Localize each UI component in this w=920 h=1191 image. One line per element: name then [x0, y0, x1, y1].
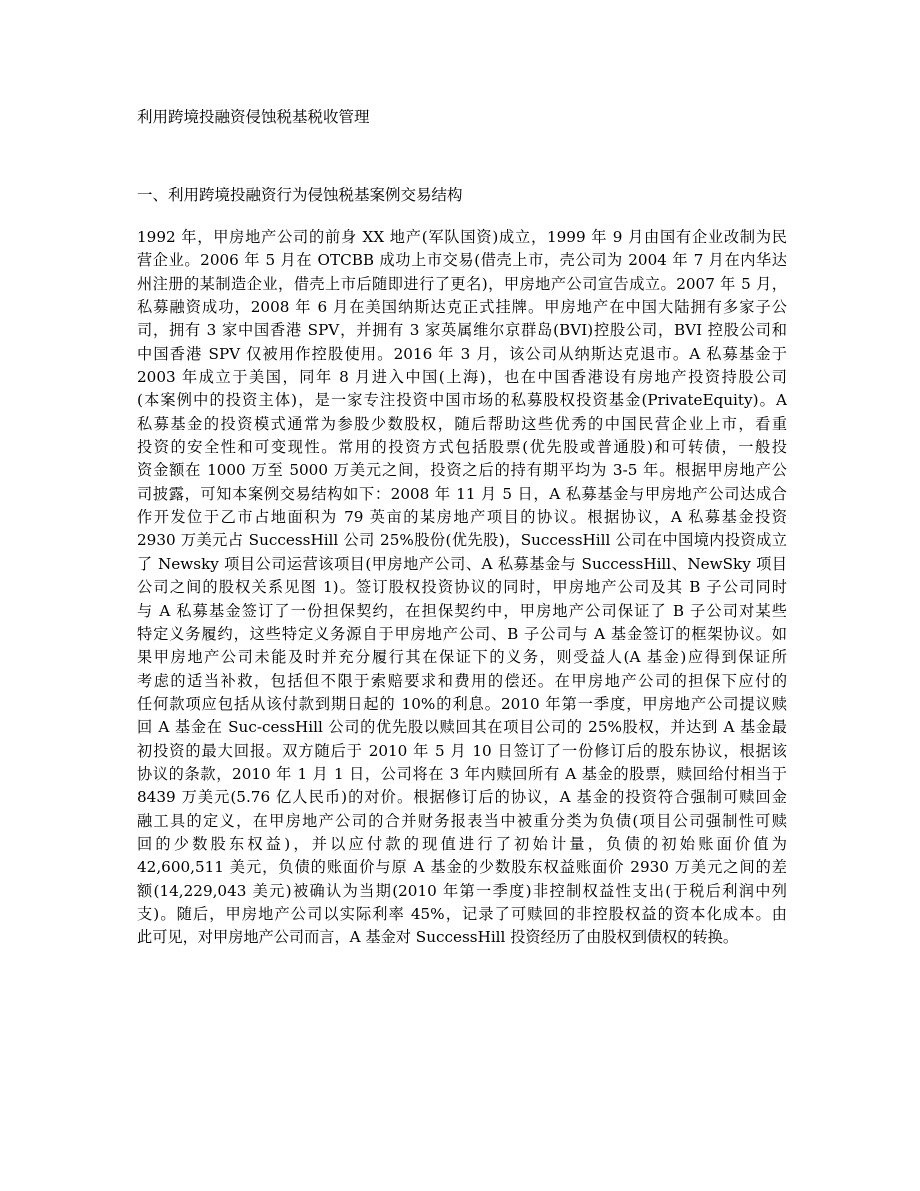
paragraph-line: 州注册的某制造企业，借壳上市后随即进行了更名)，甲房地产公司宣告成立。2007 年 5 月， [137, 274, 787, 293]
paragraph-line: 考虑的适当补救，包括但不限于索赔要求和费用的偿还。在甲房地产公司的担保下应付的 [137, 671, 787, 690]
paragraph-line: (本案例中的投资主体)，是一家专注投资中国市场的私募股权投资基金(PrivateEquity)。A [137, 391, 787, 410]
paragraph-line: 私募融资成功，2008 年 6 月在美国纳斯达克正式挂牌。甲房地产在中国大陆拥有多家子公 [137, 298, 787, 317]
paragraph-line: 协议的条款，2010 年 1 月 1 日，公司将在 3 年内赎回所有 A 基金的股票，赎回给付相当于 [137, 764, 787, 783]
paragraph-line: 42,600,511 美元，负债的账面价与原 A 基金的少数股东权益账面价 2930 万美元之间的差 [137, 858, 787, 877]
paragraph-line: 公司之间的股权关系见图 1)。签订股权投资协议的同时，甲房地产公司及其 B 子公司同时 [137, 578, 787, 597]
document-title: 利用跨境投融资侵蚀税基税收管理 [137, 108, 370, 126]
paragraph-line: 私募基金的投资模式通常为参股少数股权，随后帮助这些优秀的中国民营企业上市，看重 [137, 414, 787, 433]
paragraph-line: 投资的安全性和可变现性。常用的投资方式包括股票(优先股或普通股)和可转债，一般投 [137, 438, 787, 457]
section-heading: 一、利用跨境投融资行为侵蚀税基案例交易结构 [137, 186, 463, 204]
paragraph-line: 了 Newsky 项目公司运营该项目(甲房地产公司、A 私募基金与 SuccessHill、NewSky 项目 [137, 554, 787, 573]
paragraph-line: 作开发位于乙市占地面积为 79 英亩的某房地产项目的协议。根据协议，A 私募基金投资 [137, 508, 787, 527]
paragraph-line: 支)。随后，甲房地产公司以实际利率 45%，记录了可赎回的非控股权益的资本化成本。由 [137, 904, 787, 923]
paragraph-line: 回 A 基金在 Suc-cessHill 公司的优先股以赎回其在项目公司的 25%股权，并达到 A 基金最 [137, 718, 787, 737]
paragraph-line: 司披露，可知本案例交易结构如下：2008 年 11 月 5 日，A 私募基金与甲房地产公司达成合 [137, 484, 787, 503]
paragraph-line: 果甲房地产公司未能及时并充分履行其在保证下的义务，则受益人(A 基金)应得到保证所 [137, 648, 787, 667]
paragraph-line: 8439 万美元(5.76 亿人民币)的对价。根据修订后的协议，A 基金的投资符合强制可赎回金 [137, 788, 787, 807]
paragraph-line: 任何款项应包括从该付款到期日起的 10%的利息。2010 年第一季度，甲房地产公司提议赎 [137, 694, 787, 713]
paragraph-line: 额(14,229,043 美元)被确认为当期(2010 年第一季度)非控制权益性支出(于税后利润中列 [137, 881, 787, 900]
paragraph-line: 此可见，对甲房地产公司而言，A 基金对 SuccessHill 投资经历了由股权到债权的转换。 [137, 928, 739, 947]
body-paragraph [137, 226, 787, 950]
paragraph-line: 司，拥有 3 家中国香港 SPV，并拥有 3 家英属维尔京群岛(BVI)控股公司，BVI 控股公司和 [137, 321, 787, 340]
paragraph-line: 回的少数股东权益)，并以应付款的现值进行了初始计量，负债的初始账面价值为 [137, 834, 787, 853]
paragraph-line: 营企业。2006 年 5 月在 OTCBB 成功上市交易(借壳上市，壳公司为 2004 年 7 月在内华达 [137, 251, 787, 270]
paragraph-line: 2003 年成立于美国，同年 8 月进入中国(上海)，也在中国香港设有房地产投资持股公司 [137, 368, 787, 387]
paragraph-line: 1992 年，甲房地产公司的前身 XX 地产(军队国资)成立，1999 年 9 月由国有企业改制为民 [137, 228, 787, 246]
paragraph-line: 初投资的最大回报。双方随后于 2010 年 5 月 10 日签订了一份修订后的股东协议，根据该 [137, 741, 787, 760]
paragraph-line: 2930 万美元占 SuccessHill 公司 25%股份(优先股)，SuccessHill 公司在中国境内投资成立 [137, 531, 787, 550]
paragraph-line: 中国香港 SPV 仅被用作控股使用。2016 年 3 月，该公司从纳斯达克退市。A 私募基金于 [137, 344, 787, 363]
paragraph-line: 融工具的定义，在甲房地产公司的合并财务报表当中被重分类为负债(项目公司强制性可赎 [137, 811, 787, 830]
paragraph-line: 与 A 私募基金签订了一份担保契约，在担保契约中，甲房地产公司保证了 B 子公司对某些 [137, 601, 787, 620]
paragraph-line: 资金额在 1000 万至 5000 万美元之间，投资之后的持有期平均为 3-5 年。根据甲房地产公 [137, 461, 787, 480]
paragraph-line: 特定义务履约，这些特定义务源自于甲房地产公司、B 子公司与 A 基金签订的框架协议。如 [137, 624, 787, 643]
